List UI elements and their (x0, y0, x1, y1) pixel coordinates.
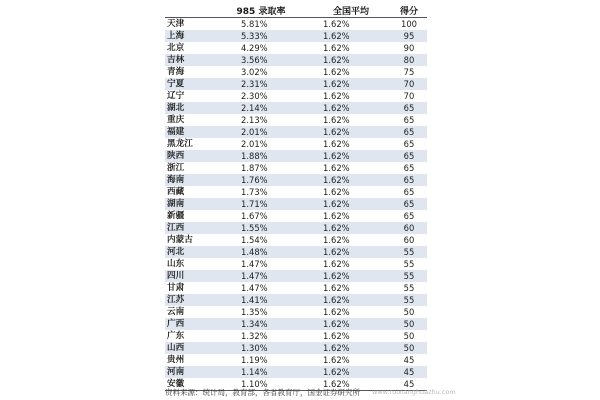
table-row (165, 330, 427, 342)
cell-province: 新疆 (165, 210, 211, 222)
cell-national-average: 1.62% (311, 138, 391, 150)
cell-985-rate: 1.47% (211, 270, 311, 282)
cell-national-average: 1.62% (311, 150, 391, 162)
table-row (165, 126, 427, 138)
cell-province: 陕西 (165, 150, 211, 162)
cell-national-average: 1.62% (311, 210, 391, 222)
cell-985-rate: 2.14% (211, 102, 311, 114)
cell-score: 65 (391, 126, 427, 138)
cell-national-average: 1.62% (311, 90, 391, 102)
cell-985-rate: 1.34% (211, 318, 311, 330)
table-row (165, 282, 427, 294)
table-row (165, 90, 427, 102)
header-score: 得分 (391, 3, 427, 18)
cell-score: 50 (391, 306, 427, 318)
cell-985-rate: 1.54% (211, 234, 311, 246)
cell-province: 安徽 (165, 378, 211, 391)
watermark: www.ruixianghuazhu.com (372, 388, 456, 396)
table-row (165, 306, 427, 318)
cell-score: 70 (391, 90, 427, 102)
cell-985-rate: 1.35% (211, 306, 311, 318)
cell-national-average: 1.62% (311, 162, 391, 174)
header-national-average: 全国平均 (311, 3, 391, 18)
cell-score: 55 (391, 294, 427, 306)
cell-province: 西藏 (165, 186, 211, 198)
table-row (165, 66, 427, 78)
cell-985-rate: 3.02% (211, 66, 311, 78)
table-header (165, 3, 427, 18)
cell-province: 江西 (165, 222, 211, 234)
admission-rate-table (165, 3, 427, 391)
table-row (165, 246, 427, 258)
table-row (165, 210, 427, 222)
cell-985-rate: 1.19% (211, 354, 311, 366)
table-row (165, 198, 427, 210)
cell-national-average: 1.62% (311, 270, 391, 282)
cell-985-rate: 1.87% (211, 162, 311, 174)
table-row (165, 162, 427, 174)
cell-national-average: 1.62% (311, 318, 391, 330)
cell-score: 65 (391, 150, 427, 162)
cell-national-average: 1.62% (311, 42, 391, 54)
cell-score: 60 (391, 222, 427, 234)
table-row (165, 294, 427, 306)
table-row (165, 54, 427, 66)
cell-985-rate: 5.81% (211, 18, 311, 31)
cell-985-rate: 2.31% (211, 78, 311, 90)
table-row (165, 258, 427, 270)
cell-score: 50 (391, 318, 427, 330)
cell-score: 60 (391, 234, 427, 246)
cell-score: 65 (391, 102, 427, 114)
cell-985-rate: 4.29% (211, 42, 311, 54)
cell-province: 河南 (165, 366, 211, 378)
cell-province: 上海 (165, 30, 211, 42)
cell-national-average: 1.62% (311, 198, 391, 210)
cell-province: 重庆 (165, 114, 211, 126)
cell-province: 青海 (165, 66, 211, 78)
cell-national-average: 1.62% (311, 330, 391, 342)
cell-province: 北京 (165, 42, 211, 54)
header-row (165, 3, 427, 18)
cell-985-rate: 2.13% (211, 114, 311, 126)
cell-province: 辽宁 (165, 90, 211, 102)
cell-province: 山西 (165, 342, 211, 354)
cell-national-average: 1.62% (311, 66, 391, 78)
table-row (165, 186, 427, 198)
cell-score: 65 (391, 162, 427, 174)
cell-province: 湖南 (165, 198, 211, 210)
cell-985-rate: 2.01% (211, 126, 311, 138)
table-row (165, 342, 427, 354)
cell-score: 65 (391, 186, 427, 198)
cell-province: 贵州 (165, 354, 211, 366)
table-row (165, 354, 427, 366)
cell-985-rate: 5.33% (211, 30, 311, 42)
cell-985-rate: 1.47% (211, 282, 311, 294)
cell-score: 45 (391, 366, 427, 378)
data-source-note: 资料来源：统计局，教育部，各省教育厅，国金证券研究所 (165, 388, 360, 397)
cell-province: 湖北 (165, 102, 211, 114)
cell-score: 70 (391, 78, 427, 90)
cell-national-average: 1.62% (311, 222, 391, 234)
cell-province: 云南 (165, 306, 211, 318)
cell-score: 65 (391, 138, 427, 150)
cell-985-rate: 1.47% (211, 258, 311, 270)
cell-985-rate: 1.41% (211, 294, 311, 306)
cell-province: 天津 (165, 18, 211, 31)
cell-province: 四川 (165, 270, 211, 282)
cell-score: 65 (391, 174, 427, 186)
table-row (165, 234, 427, 246)
header-province (165, 3, 211, 18)
cell-score: 45 (391, 354, 427, 366)
cell-national-average: 1.62% (311, 126, 391, 138)
cell-province: 福建 (165, 126, 211, 138)
cell-985-rate: 1.32% (211, 330, 311, 342)
cell-province: 浙江 (165, 162, 211, 174)
cell-score: 50 (391, 342, 427, 354)
table-row (165, 102, 427, 114)
cell-national-average: 1.62% (311, 258, 391, 270)
cell-score: 55 (391, 282, 427, 294)
cell-985-rate: 1.88% (211, 150, 311, 162)
cell-985-rate: 1.76% (211, 174, 311, 186)
cell-985-rate: 1.71% (211, 198, 311, 210)
cell-score: 65 (391, 198, 427, 210)
cell-score: 55 (391, 246, 427, 258)
cell-province: 黑龙江 (165, 138, 211, 150)
table-row (165, 30, 427, 42)
cell-national-average: 1.62% (311, 30, 391, 42)
cell-985-rate: 1.55% (211, 222, 311, 234)
table-row (165, 222, 427, 234)
cell-national-average: 1.62% (311, 366, 391, 378)
cell-985-rate: 2.01% (211, 138, 311, 150)
cell-province: 广东 (165, 330, 211, 342)
cell-national-average: 1.62% (311, 114, 391, 126)
cell-national-average: 1.62% (311, 282, 391, 294)
cell-score: 55 (391, 270, 427, 282)
cell-province: 山东 (165, 258, 211, 270)
cell-province: 甘肃 (165, 282, 211, 294)
cell-score: 55 (391, 258, 427, 270)
cell-score: 90 (391, 42, 427, 54)
cell-985-rate: 1.67% (211, 210, 311, 222)
cell-national-average: 1.62% (311, 78, 391, 90)
cell-score: 65 (391, 210, 427, 222)
cell-national-average: 1.62% (311, 174, 391, 186)
cell-province: 海南 (165, 174, 211, 186)
cell-score: 80 (391, 54, 427, 66)
table-row (165, 270, 427, 282)
cell-985-rate: 3.56% (211, 54, 311, 66)
cell-985-rate: 1.73% (211, 186, 311, 198)
table-row (165, 174, 427, 186)
cell-score: 65 (391, 114, 427, 126)
admission-rate-table-container (165, 3, 427, 391)
cell-province: 河北 (165, 246, 211, 258)
table-row (165, 78, 427, 90)
table-row (165, 138, 427, 150)
cell-national-average: 1.62% (311, 234, 391, 246)
cell-score: 95 (391, 30, 427, 42)
cell-national-average: 1.62% (311, 354, 391, 366)
cell-national-average: 1.62% (311, 186, 391, 198)
cell-province: 广西 (165, 318, 211, 330)
cell-national-average: 1.62% (311, 246, 391, 258)
cell-985-rate: 1.14% (211, 366, 311, 378)
cell-985-rate: 2.30% (211, 90, 311, 102)
cell-985-rate: 1.10% (211, 378, 311, 391)
cell-province: 宁夏 (165, 78, 211, 90)
cell-score: 45 (391, 378, 427, 391)
table-row (165, 42, 427, 54)
cell-national-average: 1.62% (311, 294, 391, 306)
cell-province: 内蒙古 (165, 234, 211, 246)
cell-score: 75 (391, 66, 427, 78)
cell-national-average: 1.62% (311, 306, 391, 318)
cell-score: 50 (391, 330, 427, 342)
cell-985-rate: 1.48% (211, 246, 311, 258)
table-row (165, 114, 427, 126)
table-row (165, 366, 427, 378)
cell-national-average: 1.62% (311, 54, 391, 66)
cell-province: 江苏 (165, 294, 211, 306)
cell-national-average: 1.62% (311, 18, 391, 31)
cell-province: 吉林 (165, 54, 211, 66)
table-row (165, 150, 427, 162)
header-985-rate: 985 录取率 (211, 3, 311, 18)
cell-national-average: 1.62% (311, 102, 391, 114)
cell-national-average: 1.62% (311, 342, 391, 354)
cell-national-average: 1.62% (311, 378, 391, 391)
cell-985-rate: 1.30% (211, 342, 311, 354)
cell-score: 100 (391, 18, 427, 31)
table-row (165, 18, 427, 31)
table-row (165, 318, 427, 330)
table-body (165, 18, 427, 391)
